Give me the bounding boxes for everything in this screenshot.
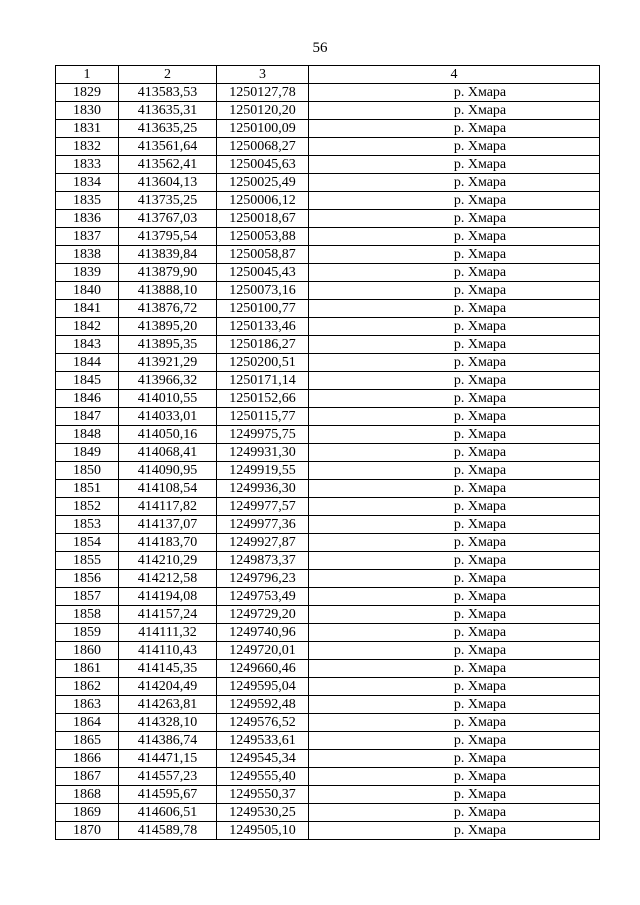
table-row [56, 174, 600, 192]
point-number-cell: 1847 [56, 408, 119, 426]
x-coordinate-cell: 414183,70 [119, 534, 217, 552]
y-coordinate-cell: 1250045,43 [217, 264, 309, 282]
point-number-cell: 1848 [56, 426, 119, 444]
point-number-cell: 1870 [56, 822, 119, 840]
x-coordinate-cell: 414328,10 [119, 714, 217, 732]
point-number-cell: 1835 [56, 192, 119, 210]
point-number-cell: 1867 [56, 768, 119, 786]
table-body [56, 84, 600, 840]
y-coordinate-cell: 1250171,14 [217, 372, 309, 390]
table-row [56, 318, 600, 336]
y-coordinate-cell: 1250100,09 [217, 120, 309, 138]
description-cell: р. Хмара [309, 228, 600, 246]
x-coordinate-cell: 414194,08 [119, 588, 217, 606]
description-cell: р. Хмара [309, 516, 600, 534]
table-row [56, 606, 600, 624]
table-row [56, 210, 600, 228]
description-cell: р. Хмара [309, 624, 600, 642]
y-coordinate-cell: 1250133,46 [217, 318, 309, 336]
y-coordinate-cell: 1250073,16 [217, 282, 309, 300]
description-cell: р. Хмара [309, 480, 600, 498]
point-number-cell: 1849 [56, 444, 119, 462]
coordinates-table [55, 65, 600, 840]
x-coordinate-cell: 414090,95 [119, 462, 217, 480]
y-coordinate-cell: 1249729,20 [217, 606, 309, 624]
table-row [56, 282, 600, 300]
description-cell: р. Хмара [309, 390, 600, 408]
y-coordinate-cell: 1249753,49 [217, 588, 309, 606]
point-number-cell: 1863 [56, 696, 119, 714]
y-coordinate-cell: 1249975,75 [217, 426, 309, 444]
point-number-cell: 1846 [56, 390, 119, 408]
y-coordinate-cell: 1250200,51 [217, 354, 309, 372]
x-coordinate-cell: 414145,35 [119, 660, 217, 678]
x-coordinate-cell: 414033,01 [119, 408, 217, 426]
table-row [56, 516, 600, 534]
x-coordinate-cell: 414204,49 [119, 678, 217, 696]
point-number-cell: 1836 [56, 210, 119, 228]
description-cell: р. Хмара [309, 822, 600, 840]
y-coordinate-cell: 1250025,49 [217, 174, 309, 192]
description-cell: р. Хмара [309, 426, 600, 444]
y-coordinate-cell: 1249555,40 [217, 768, 309, 786]
y-coordinate-cell: 1249796,23 [217, 570, 309, 588]
point-number-cell: 1862 [56, 678, 119, 696]
x-coordinate-cell: 413735,25 [119, 192, 217, 210]
table-row [56, 426, 600, 444]
x-coordinate-cell: 414595,67 [119, 786, 217, 804]
x-coordinate-cell: 414557,23 [119, 768, 217, 786]
description-cell: р. Хмара [309, 696, 600, 714]
table-row [56, 444, 600, 462]
table-row [56, 768, 600, 786]
x-coordinate-cell: 414050,16 [119, 426, 217, 444]
table-row [56, 246, 600, 264]
table-row [56, 534, 600, 552]
description-cell: р. Хмара [309, 282, 600, 300]
y-coordinate-cell: 1249873,37 [217, 552, 309, 570]
x-coordinate-cell: 413879,90 [119, 264, 217, 282]
table-row [56, 228, 600, 246]
y-coordinate-cell: 1250152,66 [217, 390, 309, 408]
y-coordinate-cell: 1249533,61 [217, 732, 309, 750]
y-coordinate-cell: 1249977,57 [217, 498, 309, 516]
description-cell: р. Хмара [309, 732, 600, 750]
point-number-cell: 1838 [56, 246, 119, 264]
table-row [56, 102, 600, 120]
description-cell: р. Хмара [309, 678, 600, 696]
table-row [56, 660, 600, 678]
column-header-1: 1 [56, 66, 119, 84]
x-coordinate-cell: 413635,31 [119, 102, 217, 120]
y-coordinate-cell: 1249977,36 [217, 516, 309, 534]
point-number-cell: 1861 [56, 660, 119, 678]
point-number-cell: 1829 [56, 84, 119, 102]
y-coordinate-cell: 1250018,67 [217, 210, 309, 228]
y-coordinate-cell: 1250120,20 [217, 102, 309, 120]
description-cell: р. Хмара [309, 570, 600, 588]
y-coordinate-cell: 1249545,34 [217, 750, 309, 768]
x-coordinate-cell: 413561,64 [119, 138, 217, 156]
description-cell: р. Хмара [309, 444, 600, 462]
y-coordinate-cell: 1250058,87 [217, 246, 309, 264]
point-number-cell: 1830 [56, 102, 119, 120]
table-row [56, 120, 600, 138]
point-number-cell: 1841 [56, 300, 119, 318]
table-row [56, 570, 600, 588]
table-row [56, 408, 600, 426]
description-cell: р. Хмара [309, 210, 600, 228]
point-number-cell: 1845 [56, 372, 119, 390]
table-row [56, 678, 600, 696]
x-coordinate-cell: 414212,58 [119, 570, 217, 588]
point-number-cell: 1831 [56, 120, 119, 138]
point-number-cell: 1837 [56, 228, 119, 246]
description-cell: р. Хмара [309, 174, 600, 192]
x-coordinate-cell: 413767,03 [119, 210, 217, 228]
description-cell: р. Хмара [309, 750, 600, 768]
description-cell: р. Хмара [309, 192, 600, 210]
column-header-3: 3 [217, 66, 309, 84]
description-cell: р. Хмара [309, 588, 600, 606]
table-row [56, 138, 600, 156]
point-number-cell: 1859 [56, 624, 119, 642]
point-number-cell: 1833 [56, 156, 119, 174]
point-number-cell: 1843 [56, 336, 119, 354]
point-number-cell: 1857 [56, 588, 119, 606]
y-coordinate-cell: 1249550,37 [217, 786, 309, 804]
table-row [56, 624, 600, 642]
table-header-row [56, 66, 600, 84]
x-coordinate-cell: 414606,51 [119, 804, 217, 822]
point-number-cell: 1866 [56, 750, 119, 768]
point-number-cell: 1834 [56, 174, 119, 192]
x-coordinate-cell: 413876,72 [119, 300, 217, 318]
x-coordinate-cell: 414117,82 [119, 498, 217, 516]
point-number-cell: 1860 [56, 642, 119, 660]
y-coordinate-cell: 1250068,27 [217, 138, 309, 156]
table-row [56, 354, 600, 372]
description-cell: р. Хмара [309, 246, 600, 264]
description-cell: р. Хмара [309, 660, 600, 678]
point-number-cell: 1855 [56, 552, 119, 570]
table-row [56, 336, 600, 354]
point-number-cell: 1868 [56, 786, 119, 804]
x-coordinate-cell: 413895,20 [119, 318, 217, 336]
x-coordinate-cell: 414157,24 [119, 606, 217, 624]
table-row [56, 498, 600, 516]
y-coordinate-cell: 1250186,27 [217, 336, 309, 354]
column-header-2: 2 [119, 66, 217, 84]
description-cell: р. Хмара [309, 102, 600, 120]
description-cell: р. Хмара [309, 498, 600, 516]
y-coordinate-cell: 1249936,30 [217, 480, 309, 498]
y-coordinate-cell: 1249720,01 [217, 642, 309, 660]
table-row [56, 300, 600, 318]
x-coordinate-cell: 413888,10 [119, 282, 217, 300]
description-cell: р. Хмара [309, 336, 600, 354]
y-coordinate-cell: 1249927,87 [217, 534, 309, 552]
y-coordinate-cell: 1250127,78 [217, 84, 309, 102]
x-coordinate-cell: 414263,81 [119, 696, 217, 714]
point-number-cell: 1854 [56, 534, 119, 552]
table-row [56, 732, 600, 750]
table-row [56, 822, 600, 840]
x-coordinate-cell: 414010,55 [119, 390, 217, 408]
point-number-cell: 1850 [56, 462, 119, 480]
point-number-cell: 1852 [56, 498, 119, 516]
point-number-cell: 1856 [56, 570, 119, 588]
x-coordinate-cell: 413635,25 [119, 120, 217, 138]
table-row [56, 552, 600, 570]
point-number-cell: 1839 [56, 264, 119, 282]
y-coordinate-cell: 1250045,63 [217, 156, 309, 174]
x-coordinate-cell: 414137,07 [119, 516, 217, 534]
description-cell: р. Хмара [309, 120, 600, 138]
point-number-cell: 1851 [56, 480, 119, 498]
description-cell: р. Хмара [309, 462, 600, 480]
y-coordinate-cell: 1249595,04 [217, 678, 309, 696]
point-number-cell: 1869 [56, 804, 119, 822]
y-coordinate-cell: 1249919,55 [217, 462, 309, 480]
description-cell: р. Хмара [309, 606, 600, 624]
x-coordinate-cell: 413562,41 [119, 156, 217, 174]
x-coordinate-cell: 413966,32 [119, 372, 217, 390]
y-coordinate-cell: 1250006,12 [217, 192, 309, 210]
table-row [56, 642, 600, 660]
description-cell: р. Хмара [309, 534, 600, 552]
table-row [56, 714, 600, 732]
table-row [56, 480, 600, 498]
y-coordinate-cell: 1249576,52 [217, 714, 309, 732]
x-coordinate-cell: 413895,35 [119, 336, 217, 354]
x-coordinate-cell: 414210,29 [119, 552, 217, 570]
point-number-cell: 1858 [56, 606, 119, 624]
point-number-cell: 1864 [56, 714, 119, 732]
x-coordinate-cell: 413604,13 [119, 174, 217, 192]
description-cell: р. Хмара [309, 138, 600, 156]
x-coordinate-cell: 414111,32 [119, 624, 217, 642]
table-header [56, 66, 600, 84]
description-cell: р. Хмара [309, 408, 600, 426]
description-cell: р. Хмара [309, 84, 600, 102]
point-number-cell: 1832 [56, 138, 119, 156]
y-coordinate-cell: 1250100,77 [217, 300, 309, 318]
y-coordinate-cell: 1250053,88 [217, 228, 309, 246]
description-cell: р. Хмара [309, 300, 600, 318]
x-coordinate-cell: 414471,15 [119, 750, 217, 768]
y-coordinate-cell: 1249931,30 [217, 444, 309, 462]
column-header-4: 4 [309, 66, 600, 84]
description-cell: р. Хмара [309, 156, 600, 174]
description-cell: р. Хмара [309, 372, 600, 390]
description-cell: р. Хмара [309, 552, 600, 570]
x-coordinate-cell: 414386,74 [119, 732, 217, 750]
table-row [56, 462, 600, 480]
table-row [56, 390, 600, 408]
y-coordinate-cell: 1249592,48 [217, 696, 309, 714]
table-row [56, 264, 600, 282]
x-coordinate-cell: 413795,54 [119, 228, 217, 246]
x-coordinate-cell: 413839,84 [119, 246, 217, 264]
x-coordinate-cell: 414068,41 [119, 444, 217, 462]
table-row [56, 84, 600, 102]
x-coordinate-cell: 414108,54 [119, 480, 217, 498]
y-coordinate-cell: 1249505,10 [217, 822, 309, 840]
page-number: 56 [312, 40, 328, 56]
table-row [56, 156, 600, 174]
y-coordinate-cell: 1249660,46 [217, 660, 309, 678]
y-coordinate-cell: 1249740,96 [217, 624, 309, 642]
table-row [56, 786, 600, 804]
x-coordinate-cell: 414110,43 [119, 642, 217, 660]
x-coordinate-cell: 413921,29 [119, 354, 217, 372]
table-row [56, 372, 600, 390]
description-cell: р. Хмара [309, 642, 600, 660]
y-coordinate-cell: 1249530,25 [217, 804, 309, 822]
description-cell: р. Хмара [309, 714, 600, 732]
description-cell: р. Хмара [309, 786, 600, 804]
point-number-cell: 1844 [56, 354, 119, 372]
table-row [56, 804, 600, 822]
y-coordinate-cell: 1250115,77 [217, 408, 309, 426]
description-cell: р. Хмара [309, 354, 600, 372]
point-number-cell: 1853 [56, 516, 119, 534]
point-number-cell: 1842 [56, 318, 119, 336]
description-cell: р. Хмара [309, 318, 600, 336]
x-coordinate-cell: 414589,78 [119, 822, 217, 840]
table-row [56, 192, 600, 210]
table-row [56, 588, 600, 606]
point-number-cell: 1865 [56, 732, 119, 750]
description-cell: р. Хмара [309, 264, 600, 282]
x-coordinate-cell: 413583,53 [119, 84, 217, 102]
description-cell: р. Хмара [309, 768, 600, 786]
table-row [56, 696, 600, 714]
description-cell: р. Хмара [309, 804, 600, 822]
table-row [56, 750, 600, 768]
point-number-cell: 1840 [56, 282, 119, 300]
